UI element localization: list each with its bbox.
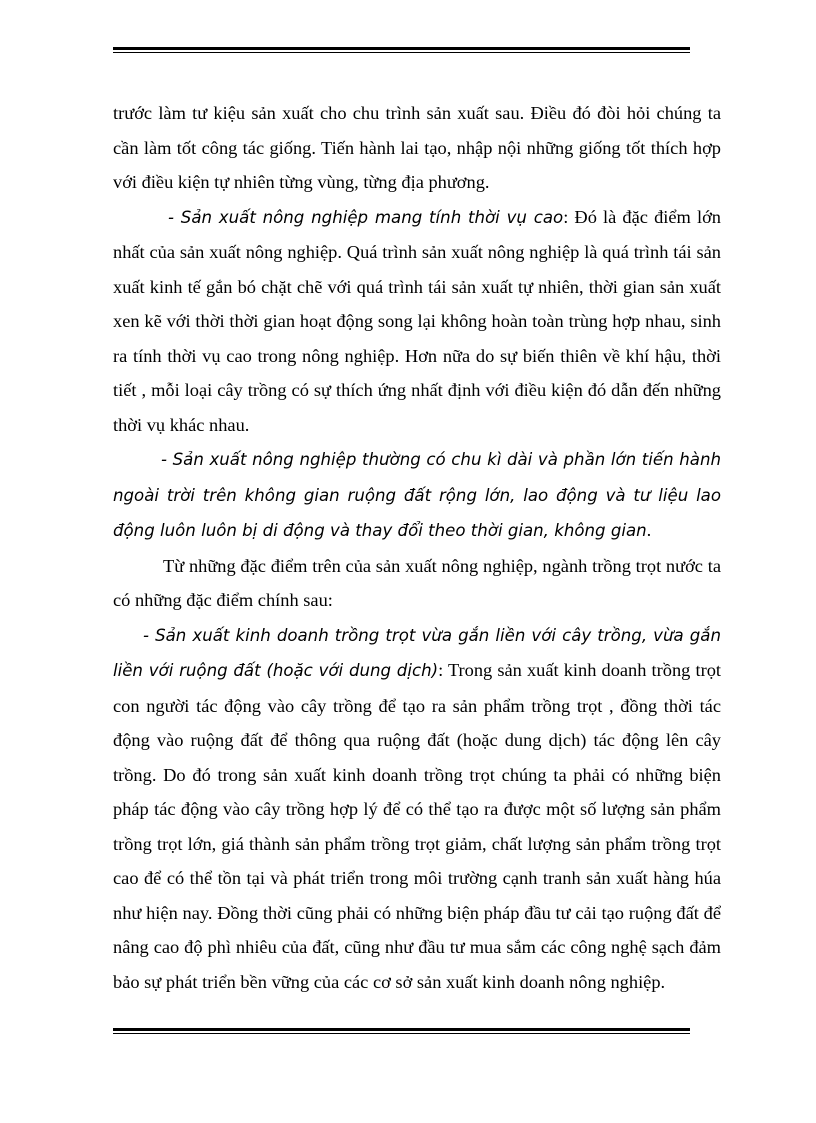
paragraph-5 [113,618,721,1000]
header-rule [113,47,690,53]
paragraph-2-text: : Đó là đặc điểm lớn nhất của sản xuất nông nghiệp. Quá trình sản xuất nông nghiệp là quá trình tái sản xuất kinh tế gắn bó chặt chẽ với quá trình tái sản xuất tự nhiên, thời gian sản xuất xen kẽ với thời thời gian hoạt động song lại không hoàn toàn trùng hợp nhau, sinh ra tính thời vụ cao trong nông nghiệp. Hơn nữa do sự biến thiên về khí hậu, thời tiết , mỗi loại cây trồng có sự thích ứng nhất định với điều kiện đó dẫn đến những thời vụ khác nhau. [113,206,721,435]
paragraph-3-heading: - Sản xuất nông nghiệp thường có chu kì dài và phần lớn tiến hành ngoài trời trên không gian ruộng đất rộng lớn, lao động và tư liệu lao động luôn luôn bị di động và thay đổi theo thời gian, không gian [113,450,721,540]
paragraph-3 [113,442,721,549]
paragraph-5-heading: - Sản xuất kinh doanh trồng trọt vừa gắn liền với cây trồng, vừa gắn liền với ruộng đất (hoặc với dung dịch) [113,625,721,680]
footer-rule [113,1028,690,1034]
paragraph-3-text: . [646,520,652,540]
paragraph-2-heading: - Sản xuất nông nghiệp mang tính thời vụ cao [168,207,564,227]
paragraph-1 [113,96,721,200]
paragraph-2 [113,200,721,443]
paragraph-1-text: trước làm tư kiệu sản xuất cho chu trình sản xuất sau. Điều đó đòi hỏi chúng ta cần làm tốt công tác giống. Tiến hành lai tạo, nhập nội những giống tốt thích hợp với điều kiện tự nhiên từng vùng, từng địa phương. [113,103,721,192]
paragraph-4-text: Từ những đặc điểm trên của sản xuất nông nghiệp, ngành trồng trọt nước ta có những đặc điểm chính sau: [113,555,721,610]
paragraph-5-text: : Trong sản xuất kinh doanh trồng trọt con người tác động vào cây trồng để tạo ra sản phẩm trồng trọt , đồng thời tác động vào ruộng đất để thông qua ruộng đất (hoặc dung dịch) tác động lên cây trồng. Do đó trong sản xuất kinh doanh trồng trọt chúng ta phải có những biện pháp tác động vào cây trồng hợp lý để có thể tạo ra được một số lượng sản phẩm trồng trọt lớn, giá thành sản phẩm trồng trọt giảm, chất lượng sản phẩm trồng trọt cao để có thể tồn tại và phát triển trong môi trường cạnh tranh sản xuất hàng húa như hiện nay. Đồng thời cũng phải có những biện pháp đầu tư cải tạo ruộng đất để nâng cao độ phì nhiêu của đất, cũng như đầu tư mua sắm các công nghệ sạch đảm bảo sự phát triển bền vững của các cơ sở sản xuất kinh doanh nông nghiệp. [113,660,722,992]
document-body [113,96,721,999]
paragraph-4 [113,549,721,618]
